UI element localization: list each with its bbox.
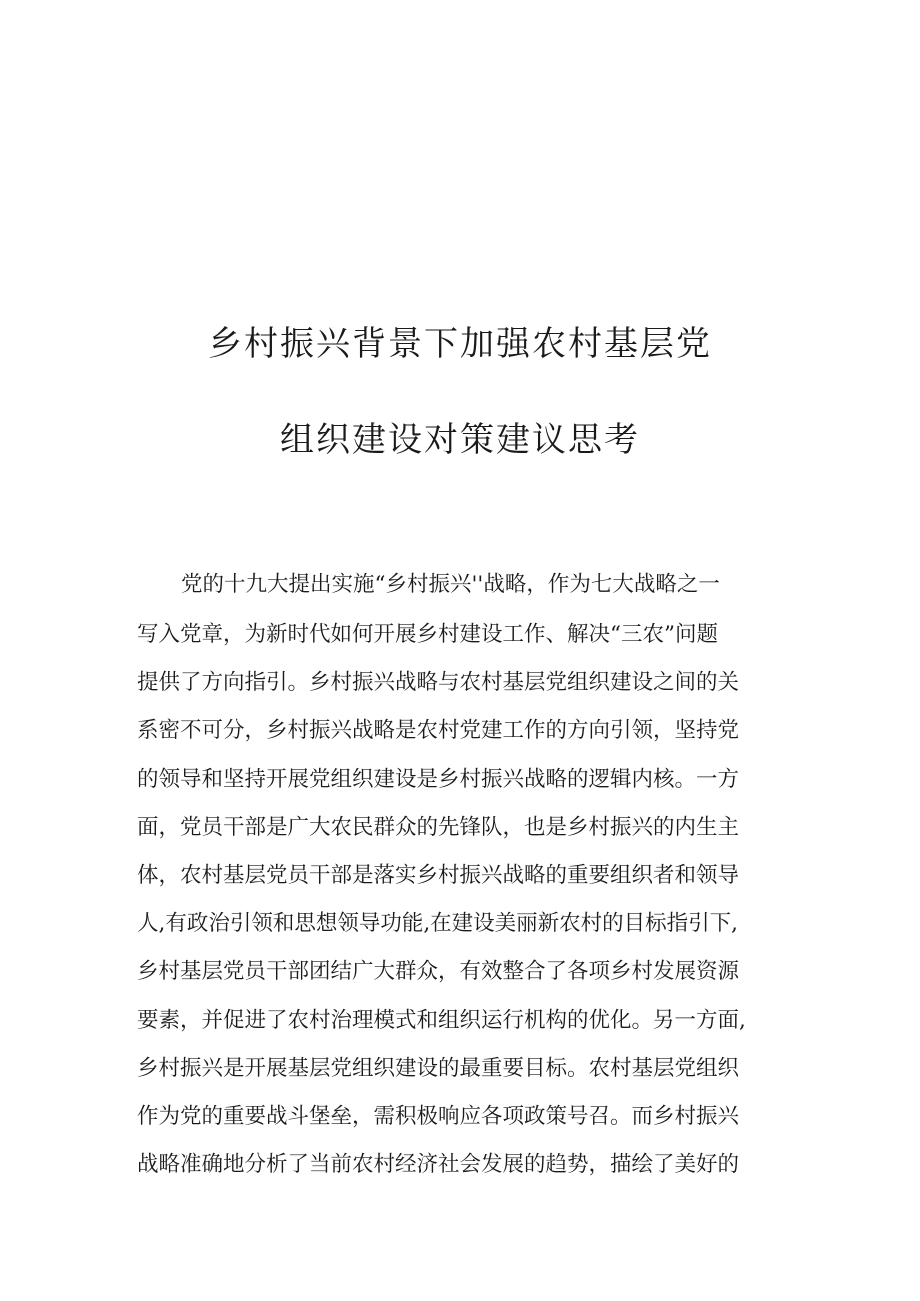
- paragraph-line-13: 战略准确地分析了当前农村经济社会发展的趋势，描绘了美好的: [137, 1152, 740, 1177]
- paragraph-line-3: 提供了方向指引。乡村振兴战略与农村基层党组织建设之间的关: [137, 670, 740, 695]
- paragraph-line-5: 的领导和坚持开展党组织建设是乡村振兴战略的逻辑内核。一方: [137, 767, 740, 792]
- paragraph-line-7: 体，农村基层党员干部是落实乡村振兴战略的重要组织者和领导: [137, 863, 740, 888]
- paragraph-line-8: 人,有政治引领和思想领导功能,在建设美丽新农村的目标指引下,: [137, 911, 739, 936]
- paragraph-line-9: 乡村基层党员干部团结广大群众，有效整合了各项乡村发展资源: [137, 959, 740, 984]
- paragraph-line-6: 面，党员干部是广大农民群众的先锋队，也是乡村振兴的内生主: [137, 815, 740, 840]
- paragraph-line-1: 党的十九大提出实施“乡村振兴''战略，作为七大战略之一: [181, 572, 720, 597]
- paragraph-line-11: 乡村振兴是开展基层党组织建设的最重要目标。农村基层党组织: [137, 1056, 740, 1081]
- paragraph-line-4: 系密不可分，乡村振兴战略是农村党建工作的方向引领，坚持党: [137, 718, 740, 743]
- paragraph-line-12: 作为党的重要战斗堡垒，需积极响应各项政策号召。而乡村振兴: [137, 1104, 740, 1129]
- document-title-line-1: 乡村振兴背景下加强农村基层党: [208, 324, 712, 364]
- document-title-line-2: 组织建设对策建议思考: [280, 420, 640, 460]
- paragraph-line-10: 要素，并促进了农村治理模式和组织运行机构的优化。另一方面,: [137, 1008, 746, 1033]
- paragraph-line-2: 写入党章，为新时代如何开展乡村建设工作、解决“三农”问题: [137, 622, 718, 647]
